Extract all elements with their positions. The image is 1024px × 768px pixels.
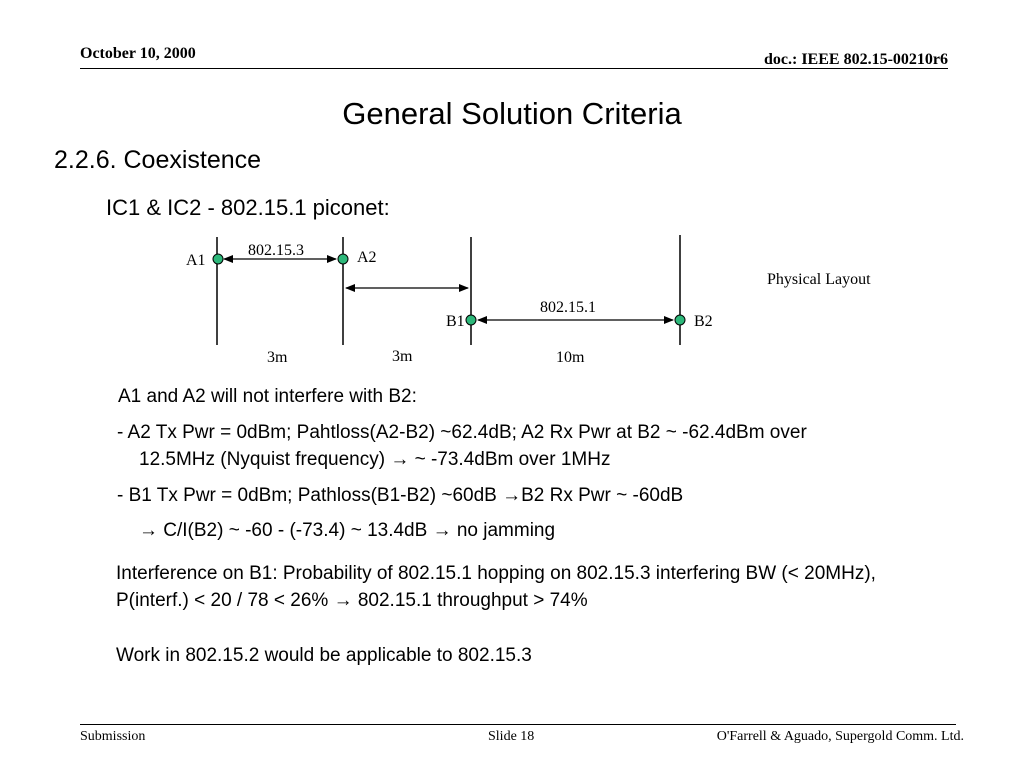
node-a2: [338, 254, 348, 264]
distance-label-3: 10m: [556, 349, 585, 366]
body-line-1: A1 and A2 will not interfere with B2:: [118, 386, 417, 407]
node-label-b1: B1: [446, 313, 465, 330]
distance-label-2: 3m: [392, 348, 413, 365]
slide-title: General Solution Criteria: [342, 96, 682, 131]
body-line-7: P(interf.) < 20 / 78 < 26% → 802.15.1 throughput > 74%: [116, 590, 588, 611]
body-line-3: 12.5MHz (Nyquist frequency) → ~ -73.4dBm over 1MHz: [139, 449, 611, 470]
node-label-a1: A1: [186, 252, 206, 269]
distance-label-1: 3m: [267, 349, 288, 366]
body-line-4: - B1 Tx Pwr = 0dBm; Pathloss(B1-B2) ~60dB →B2 Rx Pwr ~ -60dB: [117, 485, 684, 506]
link-label-a: 802.15.3: [248, 242, 304, 259]
diagram-caption: Physical Layout: [767, 271, 871, 288]
node-b1: [466, 315, 476, 325]
section-heading: 2.2.6. Coexistence: [54, 146, 262, 174]
header-doc-id: doc.: IEEE 802.15-00210r6: [764, 51, 948, 68]
footer-slide-number: Slide 18: [488, 729, 535, 744]
node-b2: [675, 315, 685, 325]
node-label-a2: A2: [357, 249, 377, 266]
footer-submission: Submission: [80, 729, 146, 744]
footer-rule: [80, 724, 956, 725]
piconet-subtitle: IC1 & IC2 - 802.15.1 piconet:: [106, 195, 390, 220]
body-line-8: Work in 802.15.2 would be applicable to 802.15.3: [116, 645, 532, 666]
link-label-b: 802.15.1: [540, 299, 596, 316]
header-date: October 10, 2000: [80, 45, 196, 62]
body-line-6: Interference on B1: Probability of 802.15.1 hopping on 802.15.3 interfering BW (< 20MHz),: [116, 563, 876, 584]
body-line-5: → C/I(B2) ~ -60 - (-73.4) ~ 13.4dB → no jamming: [139, 520, 556, 541]
node-a1: [213, 254, 223, 264]
body-line-2: - A2 Tx Pwr = 0dBm; Pahtloss(A2-B2) ~62.4dB; A2 Rx Pwr at B2 ~ -62.4dBm over: [117, 422, 807, 443]
footer-authors: O'Farrell & Aguado, Supergold Comm. Ltd.: [716, 729, 964, 744]
node-label-b2: B2: [694, 313, 713, 330]
